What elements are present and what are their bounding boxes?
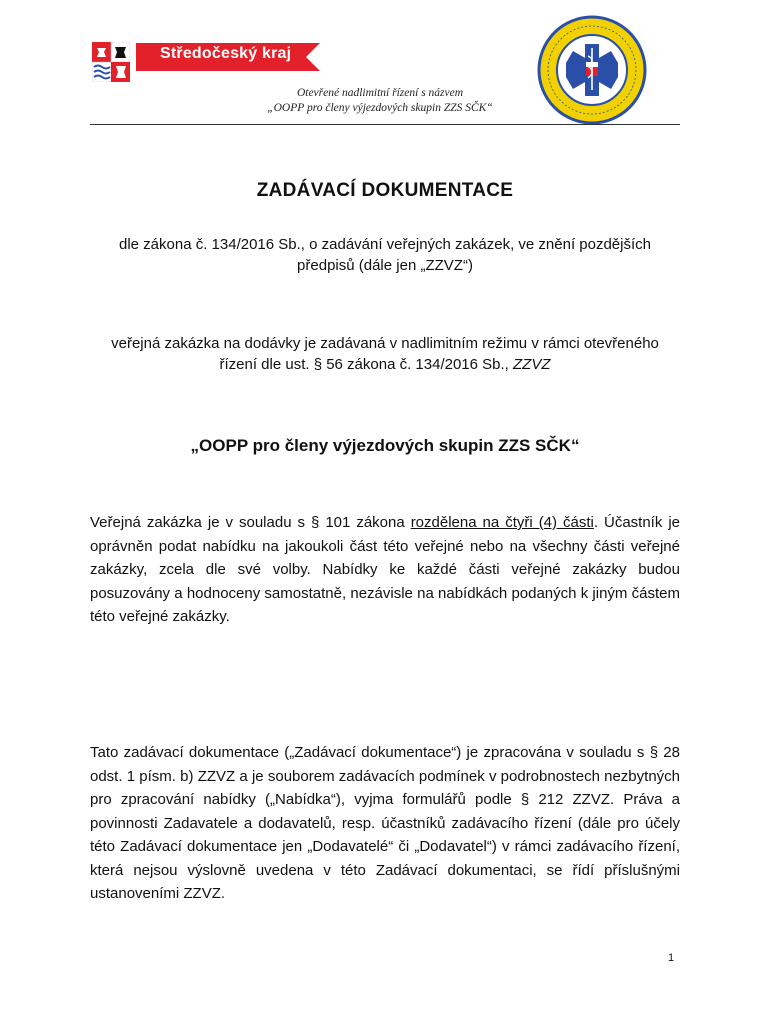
procedure-description: [90, 333, 680, 375]
legal-basis-line2: předpisů (dále jen „ZZVZ“): [297, 257, 473, 274]
running-head-line1: Otevřené nadlimitní řízení s názvem: [296, 87, 464, 99]
regional-crest-logo: [92, 42, 130, 82]
procedure-line2-text: řízení dle ust. § 56 zákona č. 134/2016 Sb.,: [219, 356, 514, 373]
header-divider: [90, 124, 680, 125]
paragraph-lots-rest: . Účastník je oprávněn podat nabídku na jakoukoli část této veřejné nebo na všechny části veřejné zakázky, zcela dle své volby. Nabídky ke každé části veřejné zakázky budou posuzovány a hodnoceny samostatně, nezávisle na nabídkách podaných k jiným částem této veřejné zakázky.: [90, 514, 680, 625]
paragraph-lots: [90, 511, 680, 629]
procedure-line2: [90, 354, 680, 375]
procedure-line2-abbr: ZZVZ: [513, 356, 551, 373]
page-number: 1: [668, 952, 675, 964]
running-head: [180, 86, 580, 116]
paragraph-scope: Tato zadávací dokumentace („Zadávací dokumentace“) je zpracována v souladu s § 28 odst. 1 písm. b) ZZVZ a je souborem zadávacích podmínek v podrobnostech nezbytných pro zpracování nabídky („Nabídka“), vyjma formulářů podle § 212 ZZVZ. Práva a povinnosti Zadavatele a dodavatelů, resp. účastníků zadávacího řízení (dále pro účely této Zadávací dokumentace jen „Dodavatelé“ či „Dodavatel“) v rámci zadávacího řízení, která nejsou výslovně uvedena v této Zadávací dokumentaci, se řídí příslušnými ustanoveními ZZVZ.: [90, 744, 680, 902]
contract-name: „OOPP pro členy výjezdových skupin ZZS SČK“: [190, 436, 580, 455]
running-head-line2: „OOPP pro členy výjezdových skupin ZZS SČK“: [267, 102, 493, 114]
logo-text: Středočeský kraj: [160, 45, 292, 62]
paragraph-lots-intro: Veřejná zakázka je v souladu s § 101 zákona: [90, 514, 411, 531]
legal-basis-line1: dle zákona č. 134/2016 Sb., o zadávání veřejných zakázek, ve znění pozdějších: [118, 236, 651, 253]
paragraph-lots-underlined: rozdělena na čtyři (4) části: [410, 514, 594, 531]
procedure-line1: veřejná zakázka na dodávky je zadávaná v nadlimitním režimu v rámci otevřeného: [111, 335, 659, 352]
legal-basis: [90, 234, 680, 276]
document-title: ZADÁVACÍ DOKUMENTACE: [256, 180, 514, 201]
